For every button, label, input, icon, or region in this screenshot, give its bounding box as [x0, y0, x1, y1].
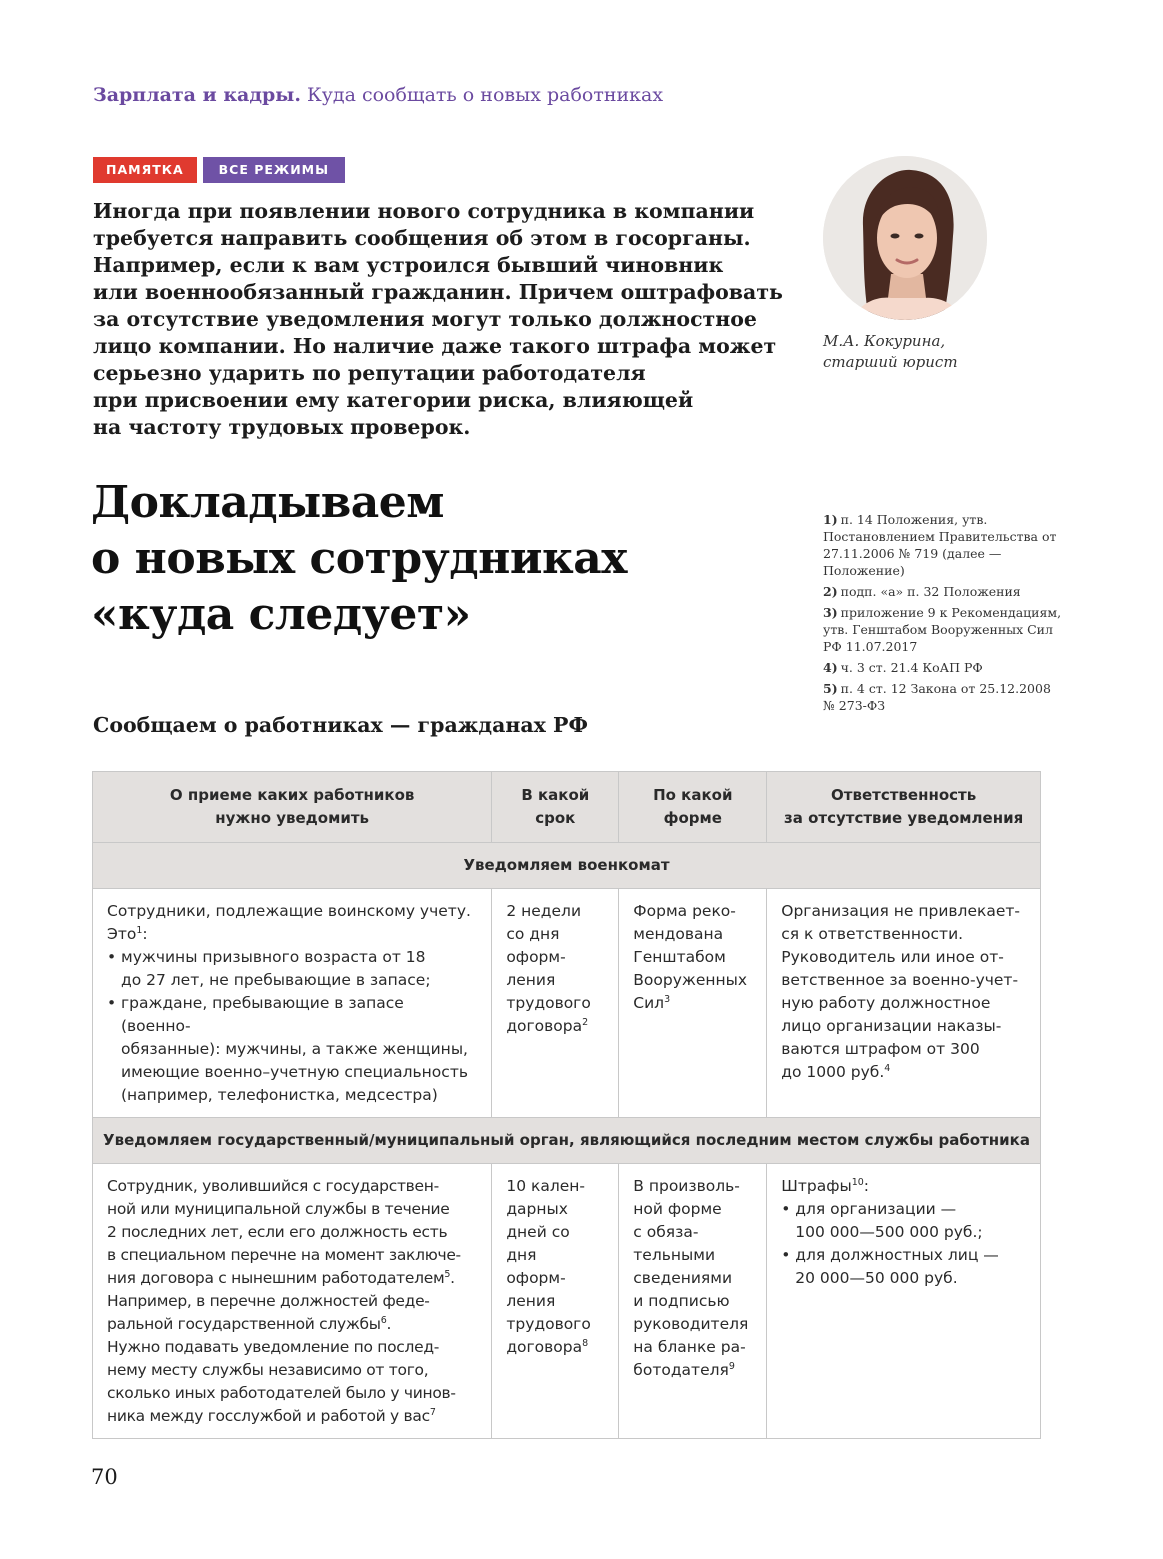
- headline-line: Докладываем: [91, 477, 445, 528]
- footnote: [823, 511, 1063, 579]
- cell-term: 10 кален- дарных дней со дня оформ- ления трудового договора$^8$: [492, 1164, 619, 1439]
- section-row: [93, 843, 1041, 889]
- cell-who: Сотрудник, уволившийся с государствен- ной или муниципальной службы в течение 2 последних лет, если его должность есть в специальном перечне на момент заключе- ния договора с нынешним работодателем$^5$. Например, в перечне должностей федe- ральной государственной службы$^6$. Нужно подавать уведомление по послед- нему месту службы независимо от того, сколько иных работодателей было у чинов- ника между госслужбой и работой у вас$^7$: [93, 1164, 492, 1439]
- lead-line: серьезно ударить по репутации работодателя: [93, 361, 646, 385]
- lead-line: или военнообязанный гражданин. Причем оштрафовать: [93, 280, 783, 304]
- headline-line: о новых сотрудниках: [91, 533, 627, 584]
- footnote-number: 5): [823, 681, 838, 696]
- headline: [91, 475, 627, 643]
- footnote-text: подп. «а» п. 32 Положения: [840, 584, 1021, 599]
- bullet-list: [107, 946, 477, 1107]
- lead-paragraph: [93, 198, 793, 441]
- author-name: М.А. Кокурина,: [823, 332, 946, 350]
- header-liability: Ответственность за отсутствие уведомления: [767, 772, 1041, 843]
- running-head-section: Зарплата и кадры.: [93, 84, 301, 106]
- cell-form: В произволь- ной форме с обяза- тельными сведениями и подписью руководителя на бланке ра- ботодателя$^9$: [619, 1164, 767, 1439]
- tag-row: [93, 157, 345, 183]
- page-number: 70: [91, 1465, 118, 1489]
- lead-line: при присвоении ему категории риска, влияющей: [93, 388, 694, 412]
- lead-line: Например, если к вам устроился бывший чиновник: [93, 253, 724, 277]
- bullet-item: • граждане, пребывающие в запасе (военно- обязанные): мужчины, а также женщины, имеющие военно–учетную специальность (например, телефонистка, медсестра): [107, 992, 477, 1107]
- footnote: [823, 659, 1063, 676]
- header-form: По какой форме: [619, 772, 767, 843]
- running-head-title: Куда сообщать о новых работниках: [307, 84, 664, 106]
- section-title: Уведомляем военкомат: [93, 843, 1041, 889]
- header-term: В какой срок: [492, 772, 619, 843]
- bullet-item: • для организации — 100 000—500 000 руб.;: [781, 1198, 1026, 1244]
- headline-line: «куда следует»: [91, 589, 471, 640]
- cell-who: Сотрудники, подлежащие воинскому учету. Это$^1$: • мужчины призывного возраста от 18 до 27 лет, не пребывающие в запасе; • граждане, пребывающие в запасе (военно- обязанные): мужчины, а также женщины, имеющие военно–учетную специальность (например, телефонистка, медсестра): [93, 889, 492, 1118]
- footnote-number: 2): [823, 584, 838, 599]
- table-subheading: Сообщаем о работниках — гражданах РФ: [93, 713, 588, 737]
- tag-memo: ПАМЯТКА: [93, 157, 197, 183]
- footnote: [823, 680, 1063, 714]
- section-title: Уведомляем государственный/муниципальный орган, являющийся последним местом службы работника: [93, 1118, 1041, 1164]
- notification-table: [92, 771, 1041, 1439]
- author-caption: [823, 331, 958, 373]
- bullet-item: • для должностных лиц — 20 000—50 000 руб.: [781, 1244, 1026, 1290]
- author-photo: [823, 156, 987, 320]
- table-row: [93, 889, 1041, 1118]
- running-head: [93, 84, 663, 106]
- footnotes: [823, 511, 1063, 718]
- section-row: [93, 1118, 1041, 1164]
- author-portrait: [823, 156, 987, 320]
- footnote-number: 4): [823, 660, 838, 675]
- cell-term: 2 недели со дня оформ- ления трудового договора$^2$: [492, 889, 619, 1118]
- table-header-row: [93, 772, 1041, 843]
- cell-liability: Штрафы$^{10}$: • для организации — 100 000—500 000 руб.; • для должностных лиц — 20 000—50 000 руб.: [767, 1164, 1041, 1439]
- bullet-list: [781, 1198, 1026, 1290]
- tag-all-regimes: ВСЕ РЕЖИМЫ: [203, 157, 345, 183]
- lead-line: требуется направить сообщения об этом в госорганы.: [93, 226, 751, 250]
- bullet-item: • мужчины призывного возраста от 18 до 27 лет, не пребывающие в запасе;: [107, 946, 477, 992]
- lead-line: на частоту трудовых проверок.: [93, 415, 471, 439]
- cell-liability: Организация не привлекает- ся к ответственности. Руководитель или иное от- ветственное за военно-учет- ную работу должностное лицо организации наказы- ваются штрафом от 300 до 1000 руб.$^4$: [767, 889, 1041, 1118]
- footnote: [823, 604, 1063, 655]
- header-who: О приеме каких работников нужно уведомить: [93, 772, 492, 843]
- lead-line: за отсутствие уведомления могут только должностное: [93, 307, 757, 331]
- table-row: [93, 1164, 1041, 1439]
- lead-line: Иногда при появлении нового сотрудника в компании: [93, 199, 755, 223]
- cell-form: Форма реко- мендована Генштабом Вооруженных Сил$^3$: [619, 889, 767, 1118]
- author-position: старший юрист: [823, 353, 958, 371]
- footnote-text: приложение 9 к Рекомендациям, утв. Генштабом Вооруженных Сил РФ 11.07.2017: [823, 605, 1062, 654]
- lead-line: лицо компании. Но наличие даже такого штрафа может: [93, 334, 777, 358]
- footnote: [823, 583, 1063, 600]
- footnote-number: 1): [823, 512, 838, 527]
- footnote-text: п. 4 ст. 12 Закона от 25.12.2008 № 273-ФЗ: [823, 681, 1051, 713]
- footnote-text: ч. 3 ст. 21.4 КоАП РФ: [840, 660, 983, 675]
- footnote-number: 3): [823, 605, 838, 620]
- footnote-text: п. 14 Положения, утв. Постановлением Правительства от 27.11.2006 № 719 (далее — Положение): [823, 512, 1057, 578]
